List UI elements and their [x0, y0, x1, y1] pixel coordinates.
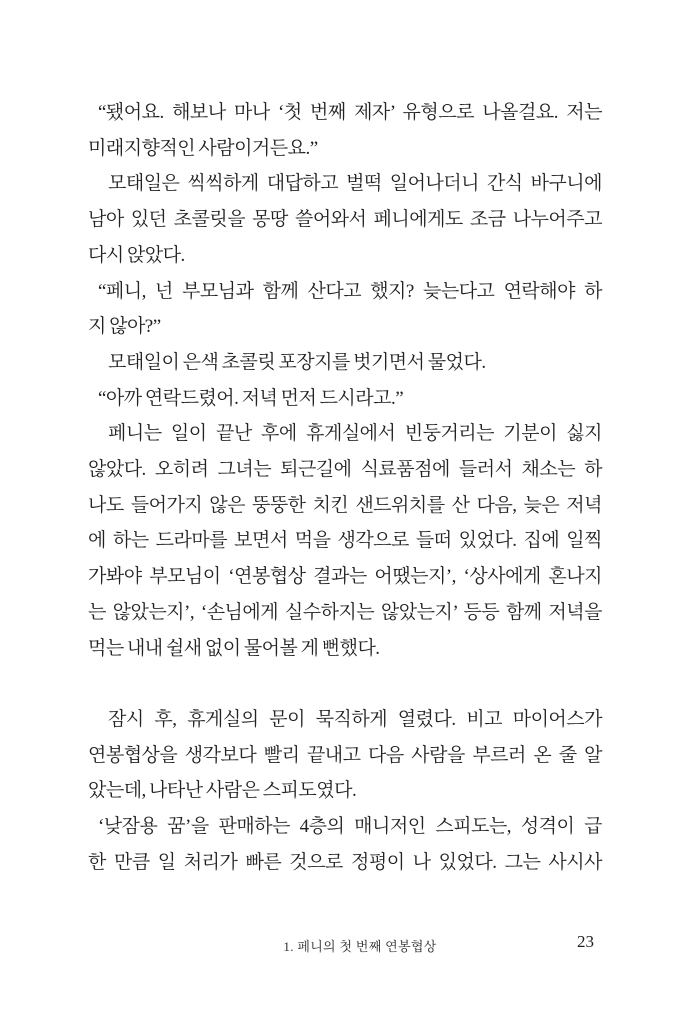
body-line: 페니는 일이 끝난 후에 휴게실에서 빈둥거리는 기분이 싫지 [108, 423, 602, 445]
body-line: 가봐야 부모님이 ‘연봉협상 결과는 어땠는지’, ‘상사에게 혼나지 [88, 566, 602, 588]
body-line: 먹는 내내 쉴새 없이 물어볼 게 뻔했다. [88, 637, 380, 659]
body-line: 았는데, 나타난 사람은 스피도였다. [88, 780, 357, 802]
body-line: 에 하는 드라마를 보면서 먹을 생각으로 들떠 있었다. 집에 일찍 [88, 530, 602, 552]
body-line: 모태일이 은색 초콜릿 포장지를 벗기면서 물었다. [108, 351, 486, 373]
body-line: “페니, 넌 부모님과 함께 산다고 했지? 늦는다고 연락해야 하 [98, 280, 602, 302]
body-line: “아까 연락드렸어. 저녁 먼저 드시라고.” [98, 387, 404, 409]
footer-chapter-title: 1. 페니의 첫 번째 연봉협상 [283, 939, 437, 954]
body-line: 않았다. 오히려 그녀는 퇴근길에 식료품점에 들러서 채소는 하 [88, 459, 602, 481]
body-line: 나도 들어가지 않은 뚱뚱한 치킨 샌드위치를 산 다음, 늦은 저녁 [88, 494, 602, 516]
body-text [88, 95, 602, 880]
body-line: 미래지향적인 사람이거든요.” [88, 137, 318, 159]
body-line: ‘낮잠용 꿈’을 판매하는 4층의 매니저인 스피도는, 성격이 급 [98, 816, 602, 838]
footer-page-number: 23 [577, 932, 594, 951]
page-footer [0, 930, 686, 956]
body-line: 잠시 후, 휴게실의 문이 묵직하게 열렸다. 비고 마이어스가 [108, 708, 602, 730]
body-line: 는 않았는지’, ‘손님에게 실수하지는 않았는지’ 등등 함께 저녁을 [88, 601, 602, 623]
body-line: 모태일은 씩씩하게 대답하고 벌떡 일어나더니 간식 바구니에 [108, 173, 602, 195]
body-line: 다시 앉았다. [88, 244, 185, 266]
body-line: 남아 있던 초콜릿을 몽땅 쓸어와서 페니에게도 조금 나누어주고 [88, 209, 602, 231]
body-line: 연봉협상을 생각보다 빨리 끝내고 다음 사람을 부르러 온 줄 알 [88, 744, 602, 766]
body-line: 지 않아?” [88, 316, 161, 338]
body-line: “됐어요. 해보나 마나 ‘첫 번째 제자’ 유형으로 나올걸요. 저는 [98, 102, 602, 123]
body-line: 한 만큼 일 처리가 빠른 것으로 정평이 나 있었다. 그는 사시사 [88, 851, 602, 873]
